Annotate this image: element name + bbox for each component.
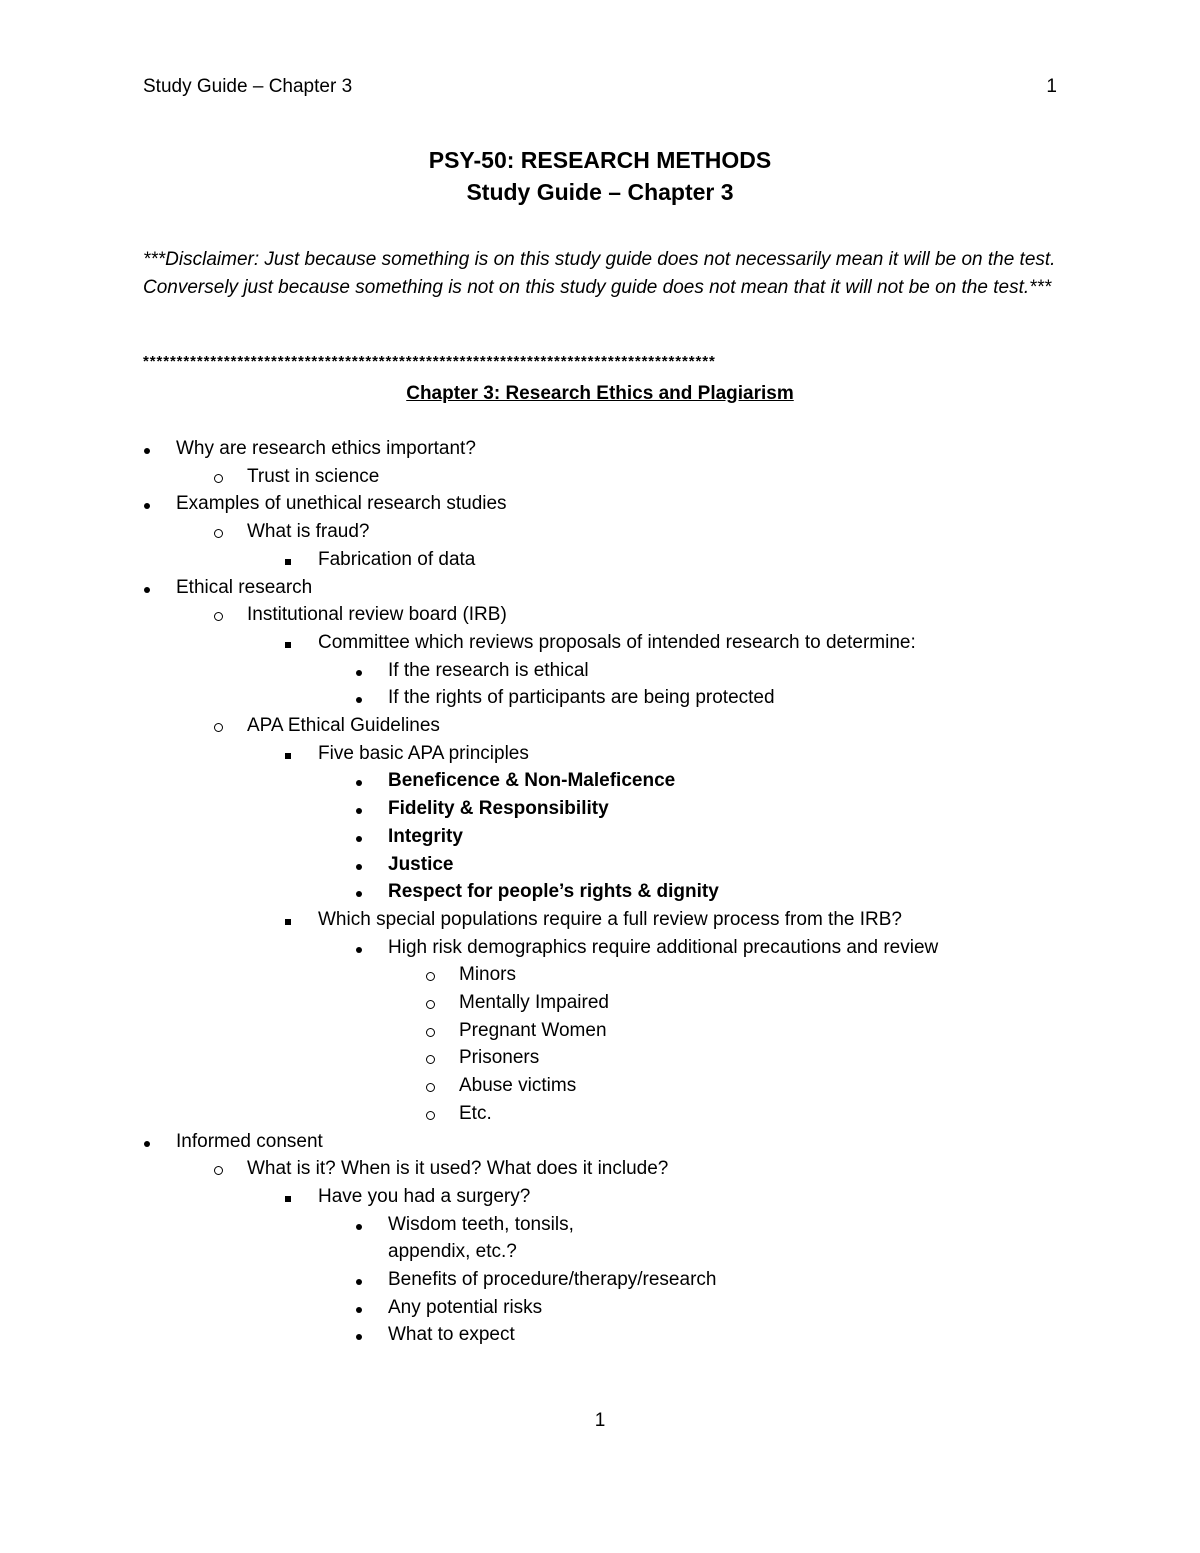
- running-header-page-number: 1: [1046, 76, 1057, 97]
- disclaimer-paragraph: ***Disclaimer: Just because something is on this study guide does not necessarily mean it will be on the test. Conversely just because something is not on this study guide does not mean that it will not be on the test.***: [143, 249, 1056, 298]
- bullet-square-icon: [285, 559, 291, 565]
- bullet-circle-icon: [426, 1028, 435, 1037]
- bullet-circle-icon: [214, 1166, 223, 1175]
- list-marker: [347, 1297, 371, 1319]
- bullet-dot-icon: [356, 1279, 362, 1285]
- list-item-text: What to expect: [388, 1324, 515, 1346]
- list-item-text: Respect for people’s rights & dignity: [388, 881, 719, 903]
- list-item-text: What is fraud?: [247, 521, 370, 543]
- list-item-text: Mentally Impaired: [459, 992, 609, 1013]
- list-item-text: Examples of unethical research studies: [176, 493, 507, 515]
- list-marker: [347, 1214, 371, 1236]
- list-item-text: If the rights of participants are being protected: [388, 687, 775, 709]
- list-item-text: Abuse victims: [459, 1075, 577, 1097]
- bullet-dot-icon: [356, 1307, 362, 1313]
- bullet-square-icon: [285, 1196, 291, 1202]
- bullet-square-icon: [285, 919, 291, 925]
- list-marker: [276, 743, 300, 765]
- separator-line: *************************************************************************************: [143, 353, 716, 370]
- list-item-text: Any potential risks: [388, 1296, 543, 1318]
- footer-page-number: 1: [594, 1410, 606, 1431]
- list-marker: [206, 521, 230, 544]
- list-item-text: Benefits of procedure/therapy/research: [388, 1269, 717, 1290]
- list-marker: [347, 1269, 371, 1291]
- bullet-circle-icon: [426, 1000, 435, 1009]
- bullet-dot-icon: [144, 503, 150, 509]
- list-marker: [276, 632, 300, 654]
- bullet-circle-icon: [214, 723, 223, 732]
- bullet-dot-icon: [356, 1224, 362, 1230]
- bullet-dot-icon: [356, 836, 362, 842]
- list-item-text: Beneficence & Non-Maleficence: [388, 770, 676, 792]
- list-item-text: High risk demographics require additional precautions and review: [388, 936, 939, 958]
- list-item-text: Etc.: [459, 1102, 492, 1124]
- bullet-dot-icon: [356, 1334, 362, 1340]
- guide-title: Study Guide – Chapter 3: [466, 179, 734, 205]
- list-item-text: Fabrication of data: [318, 548, 476, 570]
- list-marker: [276, 1186, 300, 1208]
- bullet-dot-icon: [144, 587, 150, 593]
- running-header-title: Study Guide – Chapter 3: [143, 76, 353, 97]
- list-item-text: Trust in science: [247, 465, 380, 487]
- list-marker: [206, 715, 230, 738]
- course-title: PSY-50: RESEARCH METHODS: [428, 147, 772, 173]
- bullet-dot-icon: [356, 697, 362, 703]
- list-marker: [206, 1158, 230, 1181]
- list-item-text: Informed consent: [176, 1130, 323, 1152]
- list-marker: [347, 687, 371, 709]
- list-marker: [347, 937, 371, 959]
- list-marker: [418, 1020, 442, 1043]
- list-marker: [347, 798, 371, 820]
- list-marker: [347, 854, 371, 876]
- list-item-text: Pregnant Women: [459, 1019, 607, 1041]
- list-marker: [418, 1047, 442, 1070]
- list-marker: [418, 964, 442, 987]
- list-marker: [135, 1131, 159, 1153]
- list-marker: [347, 1324, 371, 1346]
- list-marker: [418, 992, 442, 1015]
- bullet-circle-icon: [426, 1083, 435, 1092]
- list-item-text: Wisdom teeth, tonsils,: [388, 1213, 574, 1235]
- list-item-text: Ethical research: [176, 576, 313, 598]
- list-item-text: Fidelity & Responsibility: [388, 798, 609, 820]
- bullet-dot-icon: [356, 947, 362, 953]
- list-marker: [276, 549, 300, 571]
- list-item-text: appendix, etc.?: [388, 1241, 517, 1263]
- list-marker: [276, 909, 300, 931]
- list-item-text: Why are research ethics important?: [176, 438, 476, 459]
- list-item-text: What is it? When is it used? What does it include?: [247, 1158, 669, 1180]
- list-item-text: Prisoners: [459, 1047, 540, 1069]
- bullet-square-icon: [285, 642, 291, 648]
- bullet-dot-icon: [144, 1141, 150, 1147]
- list-marker: [135, 493, 159, 515]
- list-marker: [347, 770, 371, 792]
- list-marker: [206, 466, 230, 489]
- list-item-text: Have you had a surgery?: [318, 1185, 531, 1207]
- list-item-text: Which special populations require a full review process from the IRB?: [318, 908, 902, 930]
- list-marker: [206, 604, 230, 627]
- list-item-text: Justice: [388, 853, 454, 875]
- list-item-text: APA Ethical Guidelines: [247, 715, 440, 736]
- list-marker: [347, 826, 371, 848]
- bullet-square-icon: [285, 753, 291, 759]
- list-item-text: Committee which reviews proposals of intended research to determine:: [318, 631, 916, 653]
- bullet-dot-icon: [356, 891, 362, 897]
- bullet-circle-icon: [426, 1111, 435, 1120]
- list-marker: [418, 1075, 442, 1098]
- list-item-text: Institutional review board (IRB): [247, 604, 507, 626]
- bullet-circle-icon: [426, 1055, 435, 1064]
- list-marker: [347, 660, 371, 682]
- list-marker: [347, 881, 371, 903]
- bullet-circle-icon: [214, 612, 223, 621]
- bullet-circle-icon: [214, 529, 223, 538]
- bullet-circle-icon: [426, 972, 435, 981]
- list-marker: [135, 577, 159, 599]
- list-item-text: Integrity: [388, 825, 463, 847]
- list-item-text: If the research is ethical: [388, 659, 589, 681]
- bullet-dot-icon: [356, 864, 362, 870]
- list-marker: [418, 1103, 442, 1126]
- list-marker: [135, 438, 159, 460]
- chapter-heading: Chapter 3: Research Ethics and Plagiarism: [406, 383, 794, 404]
- bullet-circle-icon: [214, 474, 223, 483]
- list-item-text: Minors: [459, 964, 517, 986]
- bullet-dot-icon: [144, 448, 150, 454]
- bullet-dot-icon: [356, 670, 362, 676]
- bullet-dot-icon: [356, 780, 362, 786]
- bullet-dot-icon: [356, 808, 362, 814]
- list-item-text: Five basic APA principles: [318, 742, 529, 764]
